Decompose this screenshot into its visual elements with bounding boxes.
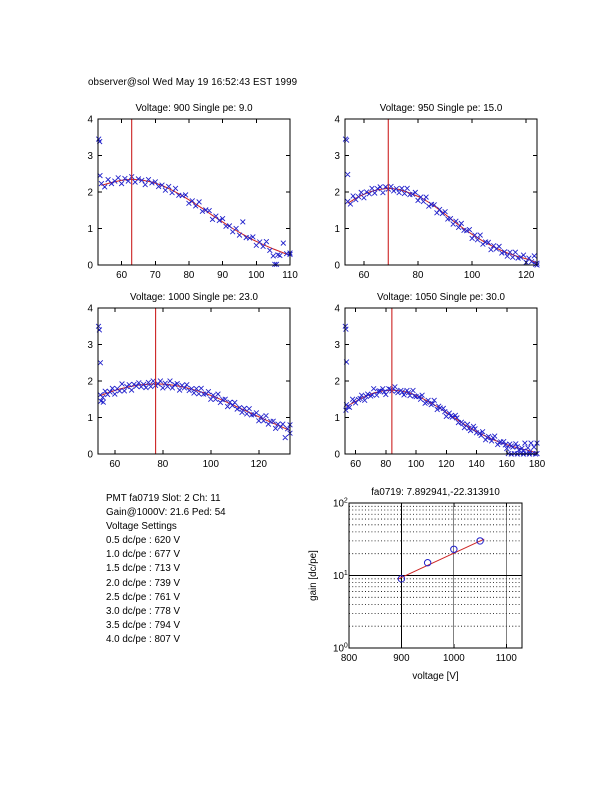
x-tick-label: 70 [149, 270, 161, 281]
y-tick-label: 4 [87, 114, 93, 126]
fit-curve [100, 384, 290, 431]
y-tick-label: 0 [87, 449, 93, 461]
y-tick-label: 3 [334, 339, 340, 351]
x-tick-label: 1100 [495, 653, 517, 664]
data-markers [96, 137, 292, 267]
scatter-plot-voltage-900 [56, 97, 314, 295]
y-tick-label: 2 [334, 187, 340, 199]
x-tick-label: 140 [468, 459, 485, 470]
info-line-8: 3.0 dc/pe : 778 V [106, 605, 181, 617]
y-tick-label: 0 [87, 260, 93, 272]
info-line-0: PMT fa0719 Slot: 2 Ch: 11 [106, 493, 221, 504]
y-tick-label: 4 [334, 114, 340, 126]
x-tick-label: 900 [393, 653, 410, 664]
info-line-7: 2.5 dc/pe : 761 V [106, 591, 181, 603]
y-tick-label: 3 [87, 339, 93, 351]
info-line-4: 1.0 dc/pe : 677 V [106, 549, 181, 561]
plot-title: Voltage: 900 Single pe: 9.0 [135, 103, 253, 114]
y-tick-label: $10^1$ [333, 569, 348, 582]
scatter-plot-voltage-1050 [303, 286, 561, 484]
x-tick-label: 800 [340, 653, 358, 664]
plot-title: Voltage: 950 Single pe: 15.0 [379, 103, 503, 114]
plot-title: Voltage: 1000 Single pe: 23.0 [129, 292, 259, 303]
x-tick-label: 110 [282, 270, 298, 281]
x-tick-label: 60 [350, 459, 362, 470]
x-tick-label: 160 [498, 459, 515, 470]
plot-title: fa0719: 7.892941,-22.313910 [371, 487, 500, 498]
y-tick-label: 1 [334, 412, 340, 424]
y-tick-label: 1 [87, 223, 93, 235]
info-line-10: 4.0 dc/pe : 807 V [106, 633, 181, 645]
y-tick-label: 4 [334, 303, 340, 315]
x-tick-label: 60 [116, 270, 128, 281]
gain-voltage-plot [303, 481, 546, 692]
axes-box [98, 308, 290, 454]
pmt-info-block [106, 492, 226, 647]
data-markers [343, 324, 540, 457]
x-tick-label: 60 [358, 270, 370, 281]
y-tick-label: 2 [334, 376, 340, 388]
y-tick-label: $10^2$ [333, 497, 348, 510]
plot-title: Voltage: 1050 Single pe: 30.0 [376, 292, 506, 303]
gain-fit-line [398, 539, 485, 579]
y-tick-label: $10^0$ [333, 642, 348, 655]
y-axis-label: gain [dc/pe] [308, 550, 319, 601]
x-tick-label: 100 [248, 270, 265, 281]
header-text: observer@sol Wed May 19 16:52:43 EST 1999 [88, 77, 298, 88]
fit-curve [347, 390, 538, 453]
y-tick-label: 2 [87, 376, 93, 388]
y-tick-label: 3 [87, 150, 93, 162]
axes-box [345, 308, 537, 454]
x-tick-label: 120 [250, 459, 267, 470]
x-tick-label: 80 [380, 459, 392, 470]
info-line-2: Voltage Settings [106, 521, 177, 533]
y-tick-label: 0 [334, 260, 340, 272]
scatter-plot-voltage-950 [303, 97, 561, 295]
x-tick-label: 80 [412, 270, 424, 281]
info-line-5: 1.5 dc/pe : 713 V [106, 563, 181, 575]
info-line-6: 2.0 dc/pe : 739 V [106, 577, 181, 589]
x-tick-label: 120 [518, 270, 535, 281]
x-tick-label: 180 [528, 459, 546, 470]
info-line-1: Gain@1000V: 21.6 Ped: 54 [106, 507, 226, 519]
x-tick-label: 60 [109, 459, 121, 470]
y-tick-label: 1 [334, 223, 340, 235]
scatter-plot-voltage-1000 [56, 286, 314, 484]
data-markers [96, 324, 292, 440]
data-markers [343, 137, 539, 268]
fit-curve [348, 188, 537, 263]
x-axis-label: voltage [V] [412, 671, 459, 682]
info-line-3: 0.5 dc/pe : 620 V [106, 535, 181, 547]
x-tick-label: 120 [438, 459, 455, 470]
y-tick-label: 2 [87, 187, 93, 199]
x-tick-label: 1000 [442, 653, 465, 664]
y-tick-label: 4 [87, 303, 93, 315]
y-tick-label: 3 [334, 150, 340, 162]
x-tick-label: 100 [463, 270, 481, 281]
x-tick-label: 80 [157, 459, 169, 470]
info-line-9: 3.5 dc/pe : 794 V [106, 619, 181, 631]
y-tick-label: 0 [334, 449, 340, 461]
y-tick-label: 1 [87, 412, 93, 424]
x-tick-label: 100 [202, 459, 219, 470]
x-tick-label: 100 [407, 459, 425, 470]
x-tick-label: 80 [183, 270, 195, 281]
x-tick-label: 90 [217, 270, 229, 281]
